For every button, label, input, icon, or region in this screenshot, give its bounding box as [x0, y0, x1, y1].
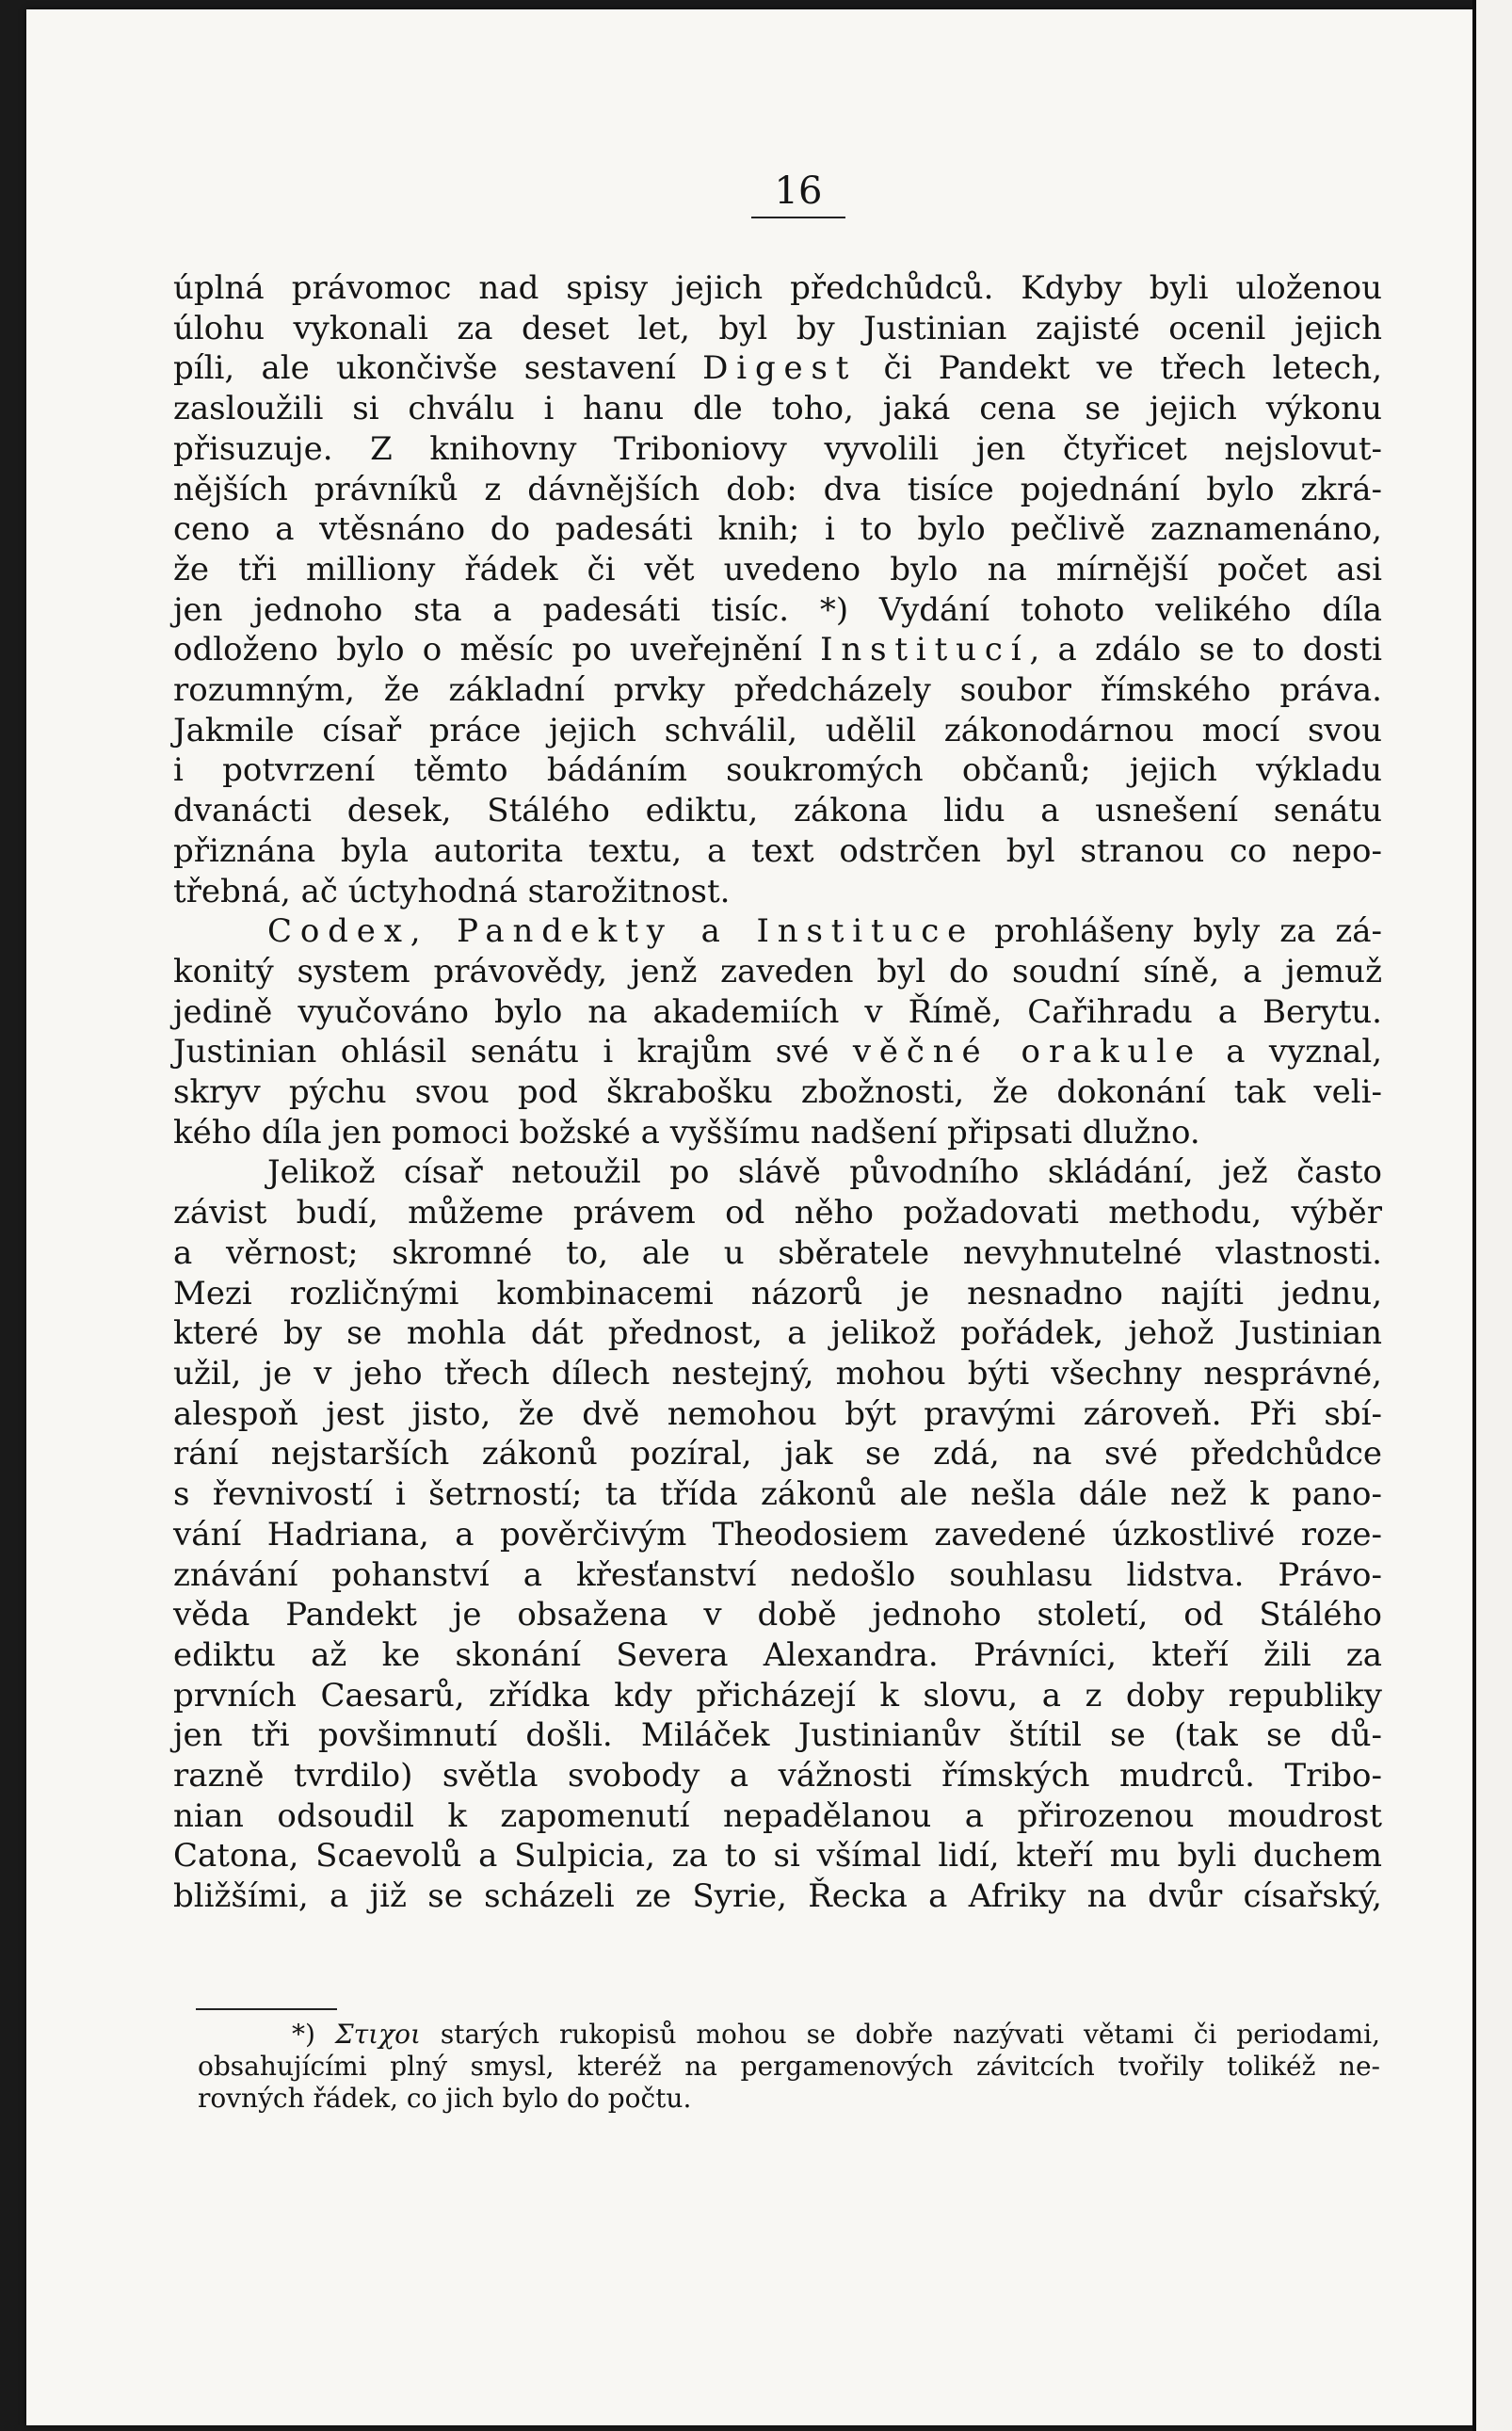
spaced-term: věčné orakule	[852, 1033, 1202, 1071]
text-line: které by se mohla dát přednost, a jelikož pořádek, jehož Justinian	[173, 1314, 1382, 1353]
text-line: i potvrzení těmto bádáním soukromých občanů; jejich výkladu	[173, 751, 1382, 790]
text-line: s řevnivostí i šetrností; ta třída zákonů ale nešla dále než k pano-	[173, 1475, 1382, 1514]
text-line: Codex, Pandekty a Instituce prohlášeny byly za zá-	[267, 912, 1382, 951]
text-line: jen jednoho sta a padesáti tisíc. *) Vydání tohoto velikého díla	[173, 590, 1382, 629]
text-line: přisuzuje. Z knihovny Triboniovy vyvolili jen čtyřicet nejslovut-	[173, 429, 1382, 468]
right-page-edge	[1472, 0, 1512, 2431]
text-line: odloženo bylo o měsíc po uveřejnění Institucí, a zdálo se to dosti	[173, 631, 1382, 669]
text-line: jedině vyučováno bylo na akademiích v Římě, Cařihradu a Berytu.	[173, 992, 1382, 1031]
text-line: věda Pandekt je obsažena v době jednoho století, od Stálého	[173, 1596, 1382, 1634]
footnote-line: rovných řádek, co jich bylo do počtu.	[198, 2083, 692, 2114]
body-text	[173, 268, 1382, 1917]
text-line: závist budí, můžeme právem od něho požadovati methodu, výběr	[173, 1194, 1382, 1232]
text-line: užil, je v jeho třech dílech nestejný, mohou býti všechny nesprávné,	[173, 1354, 1382, 1393]
text-line: Jakmile císař práce jejich schválil, udělil zákonodárnou mocí svou	[173, 711, 1382, 749]
text-line: nian odsoudil k zapomenutí nepadělanou a přirozenou moudrost	[173, 1796, 1382, 1835]
text-line: alespoň jest jisto, že dvě nemohou být pravými zároveň. Při sbí-	[173, 1394, 1382, 1433]
greek-term: Στιχοι	[334, 2019, 421, 2050]
text-line: konitý system právovědy, jenž zaveden byl do soudní síně, a jemuž	[173, 952, 1382, 990]
footnote-marker: *)	[292, 2019, 315, 2050]
text-line: ediktu až ke skonání Severa Alexandra. Právníci, kteří žili za	[173, 1635, 1382, 1674]
spaced-term: Institucí	[820, 631, 1030, 669]
text-line: a věrnost; skromné to, ale u sběratele nevyhnutelné vlastnosti.	[173, 1233, 1382, 1272]
page-number: 16	[751, 169, 845, 218]
text-line: ceno a vtěsnáno do padesáti knih; i to bylo pečlivě zaznamenáno,	[173, 510, 1382, 549]
text-line: znávání pohanství a křesťanství nedošlo souhlasu lidstva. Právo-	[173, 1555, 1382, 1594]
text-line: skryv pýchu svou pod škrabošku zbožnosti, že dokonání tak veli-	[173, 1073, 1382, 1112]
footnote-line: *) Στιχοι starých rukopisů mohou se dobře nazývati větami či periodami,	[292, 2019, 1381, 2050]
text-line: rozumným, že základní prvky předcházely soubor římského práva.	[173, 671, 1382, 710]
footnote-rule	[196, 2008, 337, 2010]
text-line: vání Hadriana, a pověrčivým Theodosiem zavedené úzkostlivé roze-	[173, 1515, 1382, 1554]
text-line: nějších právníků z dávnějších dob: dva tisíce pojednání bylo zkrá-	[173, 470, 1382, 508]
text-line: přiznána byla autorita textu, a text odstrčen byl stranou co nepo-	[173, 831, 1382, 870]
text-line: zasloužili si chválu i hanu dle toho, jaká cena se jejich výkonu	[173, 390, 1382, 428]
text-line: Catona, Scaevolů a Sulpicia, za to si všímal lidí, kteří mu byli duchem	[173, 1837, 1382, 1876]
text-line: rání nejstarších zákonů pozíral, jak se zdá, na své předchůdce	[173, 1435, 1382, 1473]
text-line: úplná právomoc nad spisy jejich předchůdců. Kdyby byli uloženou	[173, 269, 1382, 307]
text-line: kého díla jen pomoci božské a vyššímu nadšení připsati dlužno.	[173, 1113, 1200, 1151]
text-line: úlohu vykonali za deset let, byl by Justinian zajisté ocenil jejich	[173, 309, 1382, 347]
text-line: třebná, ač úctyhodná starožitnost.	[173, 872, 731, 910]
text-line: Jelikož císař netoužil po slávě původního skládání, jež často	[267, 1153, 1382, 1192]
spaced-term: Digest	[702, 349, 858, 388]
text-line: dvanácti desek, Stálého ediktu, zákona lidu a usnešení senátu	[173, 792, 1382, 830]
text-line: že tři milliony řádek či vět uvedeno bylo na mírnější počet asi	[173, 550, 1382, 588]
text-line: prvních Caesarů, zřídka kdy přicházejí k slovu, a z doby republiky	[173, 1676, 1382, 1715]
text-line: Mezi rozličnými kombinacemi názorů je nesnadno najíti jednu,	[173, 1274, 1382, 1312]
text-line: razně tvrdilo) světla svobody a vážnosti římských mudrců. Tribo-	[173, 1757, 1382, 1795]
footnote	[198, 2019, 1380, 2115]
spaced-term: Codex, Pandekty a Instituce	[267, 912, 975, 951]
text-line: Justinian ohlásil senátu i krajům své věčné orakule a vyznal,	[173, 1033, 1383, 1071]
text-line: bližšími, a již se scházeli ze Syrie, Řecka a Afriky na dvůr císařský,	[173, 1877, 1382, 1916]
footnote-line: obsahujícími plný smysl, kteréž na pergamenových závitcích tvořily tolikéž ne-	[198, 2051, 1380, 2082]
text-line: píli, ale ukončivše sestavení Digest či Pandekt ve třech letech,	[173, 349, 1383, 388]
text-line: jen tři povšimnutí došli. Miláček Justinianův štítil se (tak se dů-	[173, 1716, 1382, 1755]
